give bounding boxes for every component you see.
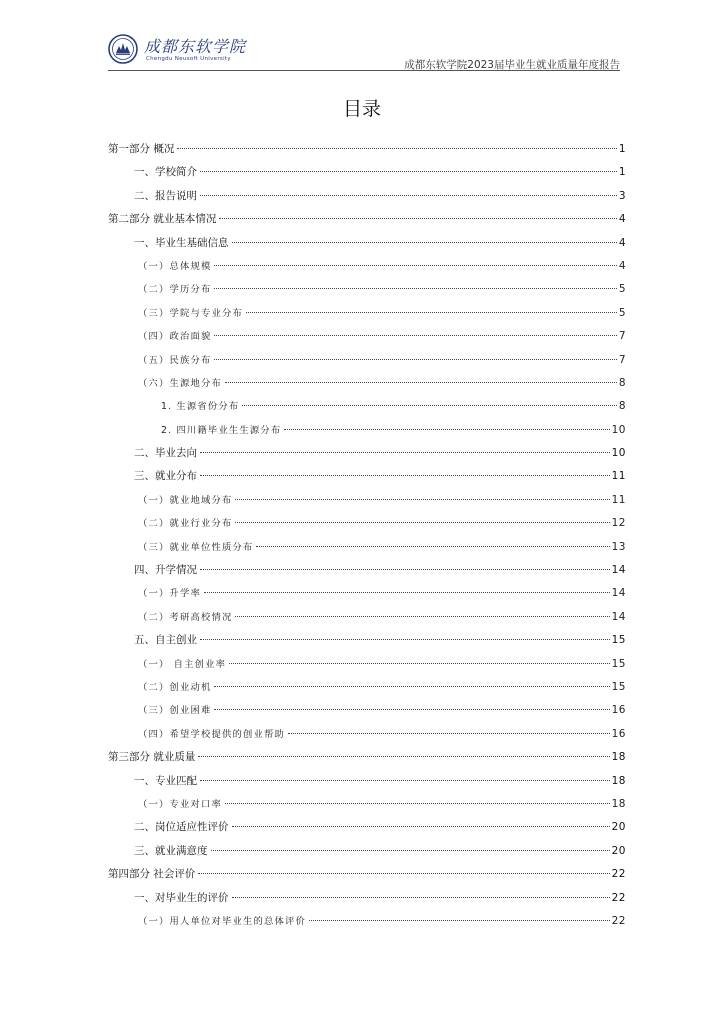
toc-entry-label: 二、报告说明 (134, 189, 197, 202)
toc-dot-leader (204, 592, 610, 593)
toc-entry-label: 第三部分 就业质量 (108, 751, 196, 764)
toc-dot-leader (246, 312, 617, 313)
toc-entry-label: （二）学历分布 (138, 284, 212, 296)
toc-dot-leader (225, 382, 617, 383)
toc-dot-leader (200, 475, 610, 476)
toc-dot-leader (309, 920, 610, 921)
toc-entry-page: 4 (618, 213, 626, 226)
toc-entry-label: （三）学院与专业分布 (138, 307, 243, 319)
toc-entry-page: 4 (618, 259, 626, 272)
toc-entry-label: （二）就业行业分布 (138, 518, 233, 530)
toc-entry[interactable] (108, 442, 626, 465)
toc-entry-page: 3 (618, 189, 626, 202)
toc-entry-page: 15 (611, 634, 626, 647)
toc-title: 目录 (342, 98, 381, 120)
toc-entry-page: 22 (611, 914, 626, 927)
toc-dot-leader (198, 873, 609, 874)
toc-entry[interactable] (108, 349, 626, 372)
toc-dot-leader (200, 452, 610, 453)
toc-entry[interactable] (108, 887, 626, 910)
toc-dot-leader (211, 850, 610, 851)
toc-dot-leader (219, 218, 616, 219)
toc-entry-label: 第一部分 概况 (108, 143, 175, 155)
toc-entry-label: （一）专业对口率 (138, 798, 222, 810)
toc-dot-leader (256, 546, 609, 547)
toc-entry-page: 10 (611, 423, 626, 436)
toc-entry-page: 8 (618, 400, 626, 413)
toc-dot-leader (214, 335, 616, 336)
toc-entry[interactable] (108, 372, 626, 395)
toc-entry-page: 18 (611, 751, 626, 764)
toc-entry-page: 7 (618, 353, 626, 366)
toc-dot-leader (284, 429, 609, 430)
toc-entry-page: 1 (618, 166, 626, 179)
toc-entry-label: 四、升学情况 (134, 564, 197, 577)
toc-entry-page: 7 (618, 330, 626, 343)
toc-entry-page: 4 (618, 236, 626, 249)
toc-entry[interactable] (108, 746, 626, 769)
toc-dot-leader (225, 803, 610, 804)
toc-entry-label: 三、就业满意度 (134, 844, 208, 857)
toc-dot-leader (200, 171, 617, 172)
toc-dot-leader (214, 265, 616, 266)
toc-entry[interactable] (108, 676, 626, 699)
toc-entry-label: （六）生源地分布 (138, 377, 222, 389)
header-divider (108, 70, 620, 71)
toc-entry-page: 12 (611, 517, 626, 530)
toc-entry[interactable] (108, 910, 626, 933)
toc-dot-leader (214, 709, 609, 710)
toc-entry-label: 第二部分 就业基本情况 (108, 213, 217, 226)
toc-entry[interactable] (108, 793, 626, 816)
toc-entry-page: 10 (611, 447, 626, 460)
toc-entry-label: 二、岗位适应性评价 (134, 821, 229, 834)
toc-dot-leader (235, 522, 609, 523)
toc-dot-leader (198, 756, 609, 757)
toc-entry-label: （四）政治面貌 (138, 331, 212, 343)
toc-entry[interactable] (108, 512, 626, 535)
toc-entry-page: 1 (618, 143, 626, 155)
toc-entry[interactable] (108, 255, 626, 278)
toc-entry-label: 一、学校简介 (134, 166, 197, 179)
toc-dot-leader (229, 663, 609, 664)
toc-entry-label: 第四部分 社会评价 (108, 868, 196, 881)
toc-entry-page: 18 (611, 797, 626, 810)
toc-entry-page: 20 (611, 844, 626, 857)
toc-entry-page: 18 (611, 774, 626, 787)
toc-entry-label: （一） 自主创业率 (138, 658, 227, 670)
toc-dot-leader (214, 288, 616, 289)
toc-entry-page: 16 (611, 727, 626, 740)
toc-dot-leader (200, 780, 610, 781)
toc-entry[interactable] (108, 419, 626, 442)
toc-entry-label: （一）用人单位对毕业生的总体评价 (138, 915, 306, 927)
logo-text: 成都东软学院 (144, 37, 247, 56)
toc-entry-label: （五）民族分布 (138, 354, 212, 366)
toc-entry-label: （四）希望学校提供的创业帮助 (138, 728, 285, 740)
toc-dot-leader (232, 242, 617, 243)
toc-entry[interactable] (108, 395, 626, 418)
toc-entry[interactable] (108, 465, 626, 488)
toc-entry-label: （一）升学率 (138, 588, 201, 600)
toc-entry-label: （二）创业动机 (138, 681, 212, 693)
toc-entry[interactable] (108, 629, 626, 652)
toc-entry-page: 16 (611, 704, 626, 717)
report-title: 成都东软学院2023届毕业生就业质量年度报告 (404, 59, 620, 71)
toc-dot-leader (235, 499, 609, 500)
toc-entry[interactable] (108, 723, 626, 746)
toc-dot-leader (214, 686, 609, 687)
toc-entry-page: 13 (611, 540, 626, 553)
toc-entry[interactable] (108, 863, 626, 886)
toc-entry[interactable] (108, 138, 626, 161)
toc-entry[interactable] (108, 606, 626, 629)
toc-entry-page: 14 (611, 564, 626, 577)
toc-entry[interactable] (108, 559, 626, 582)
table-of-contents (108, 138, 626, 933)
toc-entry-label: （三）就业单位性质分布 (138, 541, 254, 553)
toc-entry-page: 5 (618, 306, 626, 319)
logo-subtext: Chengdu Neusoft University (146, 56, 231, 62)
toc-entry-page: 22 (611, 891, 626, 904)
toc-entry[interactable] (108, 232, 626, 255)
toc-dot-leader (200, 195, 617, 196)
university-logo (108, 30, 258, 68)
toc-entry[interactable] (108, 185, 626, 208)
university-seal-icon (108, 34, 138, 64)
toc-entry-page: 11 (611, 470, 626, 483)
toc-entry-page: 14 (611, 610, 626, 623)
toc-dot-leader (232, 826, 610, 827)
toc-dot-leader (177, 148, 616, 149)
toc-entry[interactable] (108, 302, 626, 325)
toc-entry-page: 8 (618, 376, 626, 389)
toc-entry-label: 2. 四川籍毕业生生源分布 (161, 424, 282, 436)
toc-entry-label: 二、毕业去向 (134, 447, 197, 460)
toc-dot-leader (242, 405, 616, 406)
toc-entry[interactable] (108, 653, 626, 676)
toc-entry-page: 11 (611, 493, 626, 506)
toc-entry[interactable] (108, 699, 626, 722)
toc-entry-label: （一）就业地域分布 (138, 494, 233, 506)
toc-entry-page: 14 (611, 587, 626, 600)
toc-entry[interactable] (108, 325, 626, 348)
toc-dot-leader (200, 639, 610, 640)
toc-entry[interactable] (108, 278, 626, 301)
toc-entry[interactable] (108, 536, 626, 559)
toc-entry-label: （三）创业困难 (138, 705, 212, 717)
toc-entry-label: 一、对毕业生的评价 (134, 891, 229, 904)
toc-entry-label: 一、专业匹配 (134, 774, 197, 787)
toc-entry-label: 1. 生源省份分布 (161, 401, 240, 413)
toc-entry-label: 五、自主创业 (134, 634, 197, 647)
toc-dot-leader (214, 359, 616, 360)
toc-entry[interactable] (108, 161, 626, 184)
toc-dot-leader (288, 733, 610, 734)
toc-dot-leader (232, 897, 610, 898)
page-header (108, 30, 620, 72)
toc-dot-leader (200, 569, 610, 570)
toc-entry-page: 5 (618, 283, 626, 296)
toc-entry[interactable] (108, 489, 626, 512)
toc-entry-page: 20 (611, 821, 626, 834)
toc-entry-page: 15 (611, 680, 626, 693)
toc-entry[interactable] (108, 582, 626, 605)
toc-entry[interactable] (108, 816, 626, 839)
toc-entry-page: 22 (611, 868, 626, 881)
toc-entry-page: 15 (611, 657, 626, 670)
toc-entry[interactable] (108, 770, 626, 793)
toc-entry[interactable] (108, 208, 626, 231)
toc-entry-label: （一）总体规模 (138, 260, 212, 272)
toc-entry-label: （二）考研高校情况 (138, 611, 233, 623)
toc-entry-label: 一、毕业生基础信息 (134, 236, 229, 249)
toc-dot-leader (235, 616, 609, 617)
toc-entry[interactable] (108, 840, 626, 863)
toc-entry-label: 三、就业分布 (134, 470, 197, 483)
